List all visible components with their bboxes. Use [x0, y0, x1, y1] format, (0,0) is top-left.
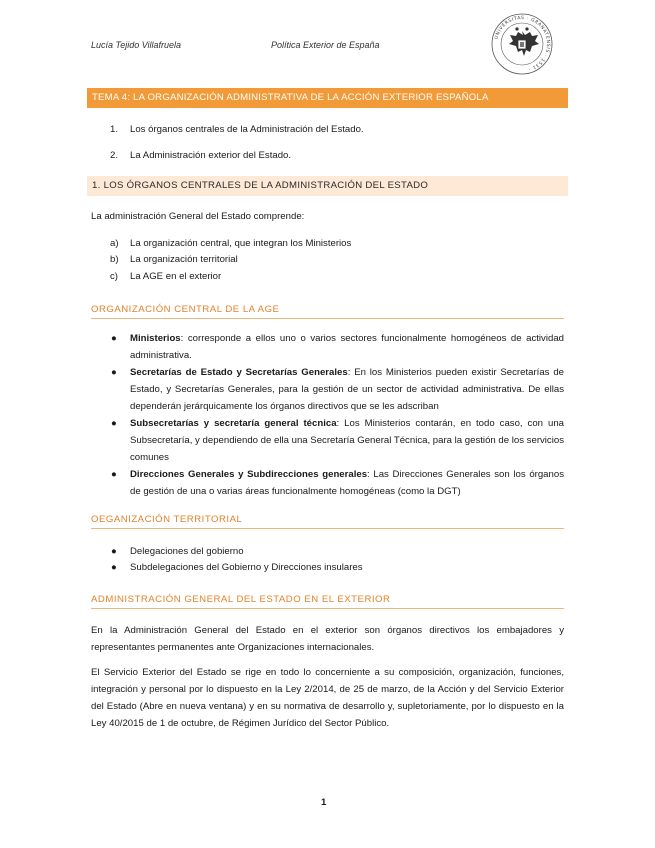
list-text: Subdelegaciones del Gobierno y Direcciones insulares	[130, 562, 363, 573]
list-item	[111, 415, 564, 466]
list-item	[110, 238, 351, 249]
topic-title-banner: TEMA 4: LA ORGANIZACIÓN ADMINISTRATIVA DE LA ACCIÓN EXTERIOR ESPAÑOLA	[87, 88, 568, 108]
list-letter: a)	[110, 238, 119, 249]
list-item	[111, 330, 564, 364]
bullet-icon: ●	[111, 367, 117, 378]
outline-text: La Administración exterior del Estado.	[130, 150, 292, 161]
list-text: La AGE en el exterior	[130, 271, 222, 282]
territorial-bullet-list	[111, 543, 564, 575]
bullet-icon: ●	[111, 562, 117, 573]
header-subject: Política Exterior de España	[271, 40, 380, 50]
list-item	[110, 271, 221, 282]
intro-paragraph: La administración General del Estado comprende:	[91, 211, 305, 222]
central-bullet-list	[111, 330, 564, 500]
exterior-paragraph-1: En la Administración General del Estado en el exterior son órganos directivos los embajadores y representantes permanentes ante Organizaciones internacionales.	[91, 625, 564, 653]
section-title-banner: 1. LOS ÓRGANOS CENTRALES DE LA ADMINISTRACIÓN DEL ESTADO	[87, 176, 568, 196]
list-text: La organización territorial	[130, 254, 238, 265]
outline-text: Los órganos centrales de la Administración del Estado.	[130, 124, 364, 135]
definition: : En los Ministerios pueden existir Secretarías de Estado, y Secretarías Generales, para la gestión de un sector de actividad administrativa. De ellas dependerán jerárquicamente los órganos directivos que se les adscriban	[130, 367, 564, 412]
bullet-icon: ●	[111, 469, 117, 480]
term: Subsecretarías y secretaría general técnica	[130, 418, 337, 429]
section-heading-exterior: ADMINISTRACIÓN GENERAL DEL ESTADO EN EL EXTERIOR	[91, 594, 564, 609]
section-heading-territorial: OEGANIZACIÓN TERRITORIAL	[91, 514, 564, 529]
university-seal-logo	[491, 13, 553, 75]
list-item	[110, 254, 238, 265]
term: Secretarías de Estado y Secretarías Generales	[130, 367, 348, 378]
list-letter: b)	[110, 254, 119, 265]
list-letter: c)	[110, 271, 118, 282]
section-heading-central: ORGANIZACIÓN CENTRAL DE LA AGE	[91, 304, 564, 319]
outline-item	[110, 150, 291, 161]
bullet-icon: ●	[111, 333, 117, 344]
list-item	[111, 543, 564, 559]
outline-number: 1.	[110, 124, 119, 135]
bullet-icon: ●	[111, 546, 117, 557]
list-text: La organización central, que integran los Ministerios	[130, 238, 352, 249]
outline-item	[110, 124, 364, 135]
term: Ministerios	[130, 333, 181, 344]
bullet-icon: ●	[111, 418, 117, 429]
definition: : corresponde a ellos uno o varios sectores funcionalmente homogéneos de actividad administrativa.	[130, 333, 564, 361]
exterior-paragraph-2: El Servicio Exterior del Estado se rige en todo lo concerniente a su composición, organización, funciones, integración y personal por lo dispuesto en la Ley 2/2014, de 25 de marzo, de la Acción y del Servicio Exterior del Estado (Abre en nueva ventana) y en su normativa de desarrollo y, supletoriamente, por lo dispuesto en la Ley 40/2015 de 1 de octubre, de Régimen Jurídico del Sector Público.	[91, 667, 564, 729]
definition: : Las Direcciones Generales son los órganos de gestión de una o varias áreas funcionalmente homogéneas (como la DGT)	[130, 469, 564, 497]
outline-number: 2.	[110, 150, 119, 161]
header-author: Lucía Tejido Villafruela	[91, 40, 182, 50]
page-number: 1	[321, 797, 327, 808]
term: Direcciones Generales y Subdirecciones generales	[130, 469, 368, 480]
definition: : Los Ministerios contarán, en todo caso, con una Subsecretaría, y dependiendo de ella una Secretaría General Técnica, para la gestión de los servicios comunes	[130, 418, 564, 463]
svg-text:UNIVERSITAS · GRANATENSIS · 15: UNIVERSITAS · GRANATENSIS · 1531 ·	[494, 15, 551, 72]
list-item	[111, 559, 564, 575]
list-item	[111, 466, 564, 500]
list-text: Delegaciones del gobierno	[130, 546, 244, 557]
list-item	[111, 364, 564, 415]
